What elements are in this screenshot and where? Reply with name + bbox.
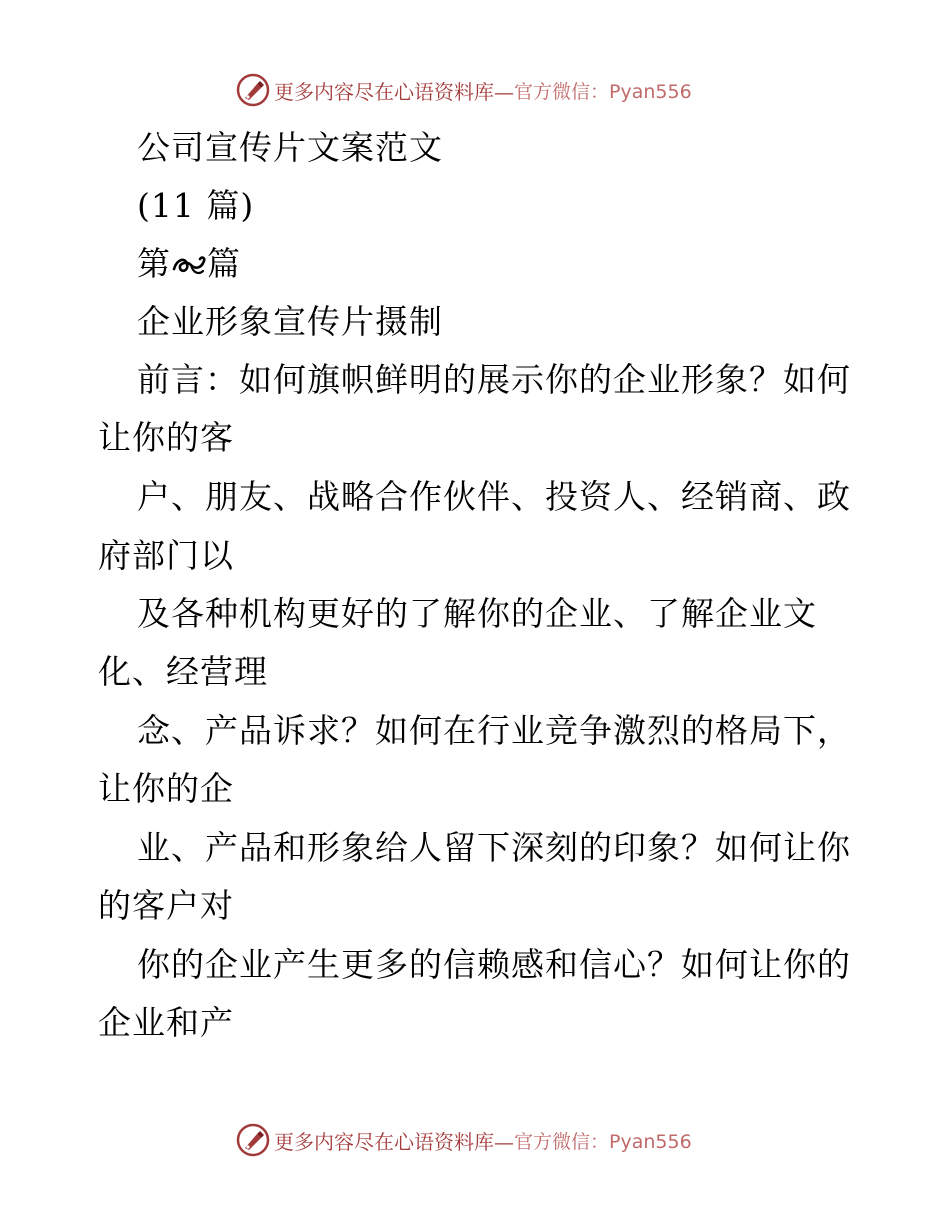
paragraph-line: 的客户对 bbox=[98, 886, 234, 925]
banner-suffix: 官方微信：Pyan556 bbox=[514, 1130, 692, 1153]
banner-prefix: 更多内容尽在心语资料库— bbox=[274, 79, 514, 104]
paragraph-line: 化、经营理 bbox=[98, 652, 268, 691]
paragraph-line: 府部门以 bbox=[98, 536, 234, 575]
pen-nib-logo-icon bbox=[236, 73, 270, 107]
footer-banner bbox=[236, 1122, 716, 1158]
paragraph-line: 及各种机构更好的了解你的企业、了解企业文 bbox=[137, 594, 817, 633]
header-banner bbox=[236, 72, 716, 108]
paragraph-line: 业、产品和形象给人留下深刻的印象？如何让你 bbox=[137, 828, 851, 867]
section-prefix: 第 bbox=[137, 244, 171, 283]
paragraph-line: 念、产品诉求？如何在行业竞争激烈的格局下， bbox=[137, 711, 851, 750]
paragraph-line: 你的企业产生更多的信赖感和信心？如何让你的 bbox=[137, 945, 851, 984]
document-title: 公司宣传片文案范文 bbox=[137, 128, 443, 167]
paragraph-line: 户、朋友、战略合作伙伴、投资人、经销商、政 bbox=[137, 477, 851, 516]
paragraph-line: 前言：如何旗帜鲜明的展示你的企业形象？如何 bbox=[137, 360, 851, 399]
paragraph-line: 让你的客 bbox=[98, 418, 234, 457]
section-heading: 企业形象宣传片摄制 bbox=[137, 302, 443, 341]
paragraph-line: 让你的企 bbox=[98, 769, 234, 808]
banner-prefix: 更多内容尽在心语资料库— bbox=[274, 1129, 514, 1154]
flourish-ornament-icon bbox=[171, 249, 207, 279]
article-count: (11 篇) bbox=[137, 186, 255, 225]
section-suffix: 篇 bbox=[207, 244, 241, 283]
pen-nib-logo-icon bbox=[236, 1123, 270, 1157]
paragraph-line: 企业和产 bbox=[98, 1003, 234, 1042]
section-label bbox=[137, 244, 241, 284]
banner-suffix: 官方微信：Pyan556 bbox=[514, 80, 692, 103]
